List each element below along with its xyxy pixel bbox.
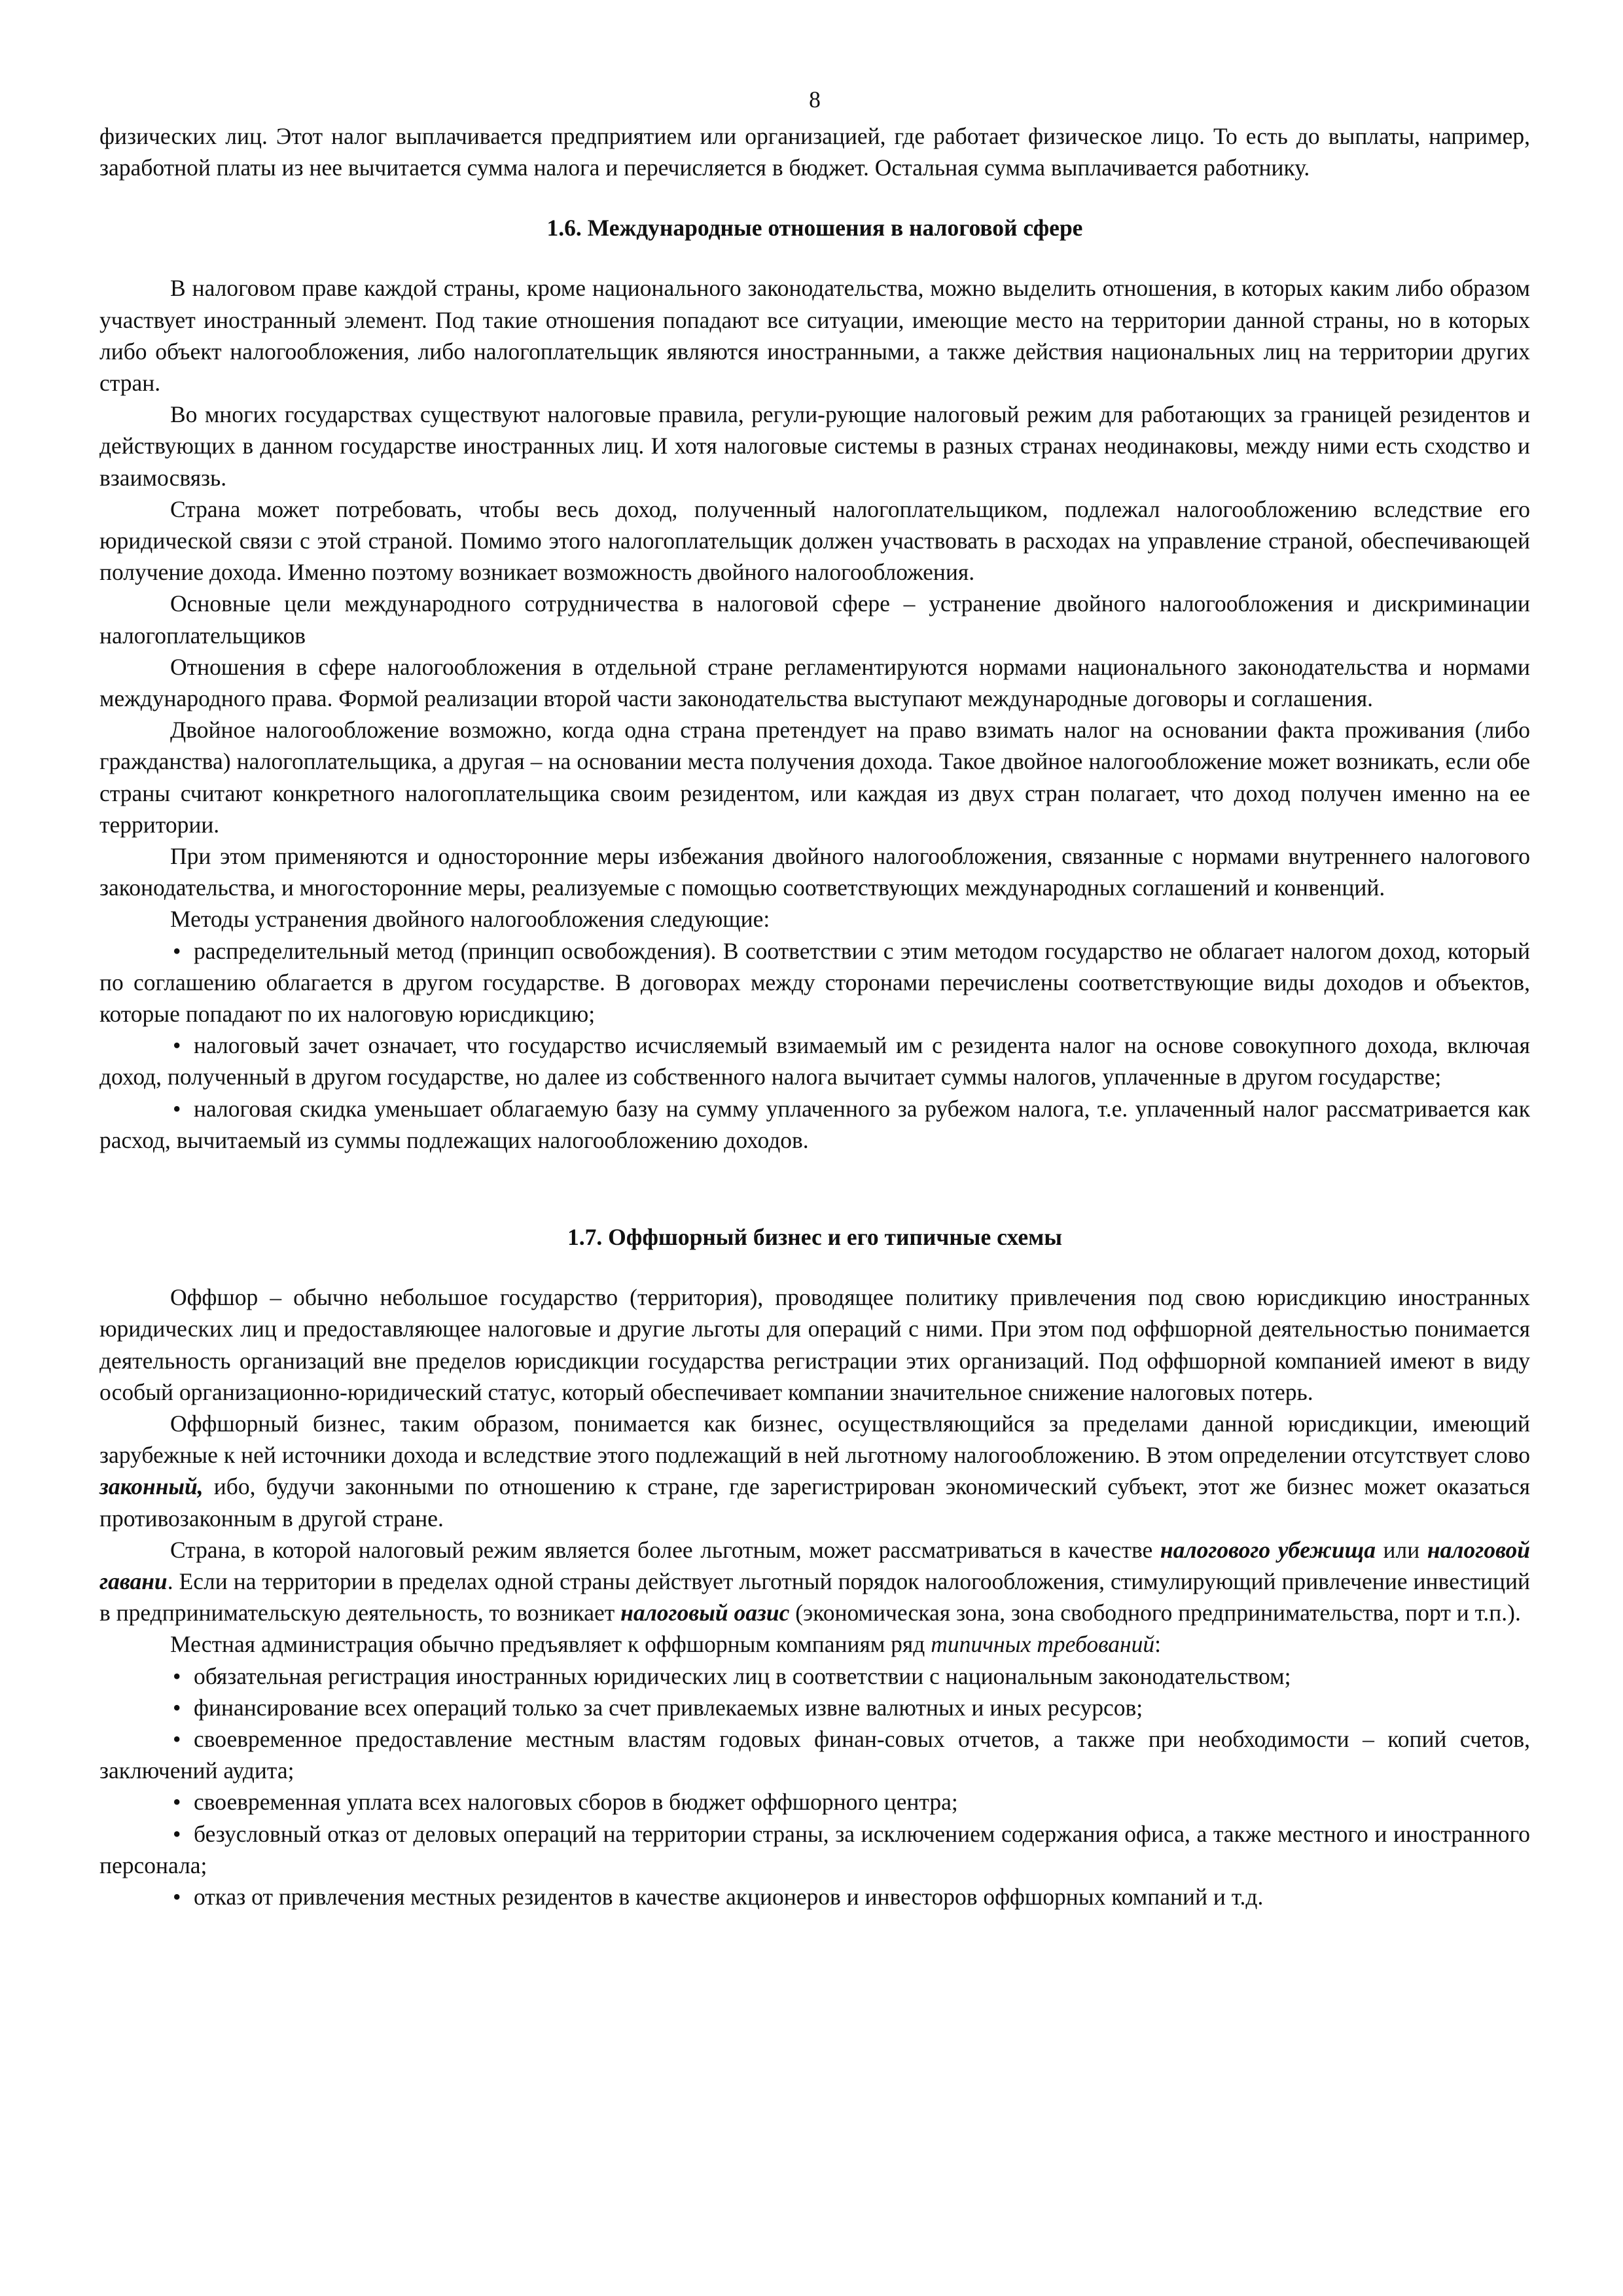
list-item-text: налоговый зачет означает, что государство исчисляемый взимаемый им с резидента налог на основе совокупного дохода, включая доход, полученный в другом государстве, но далее из собственного налога вычитает суммы налогов, уплаченные в другом государстве; <box>99 1032 1530 1090</box>
emphasis-term: налоговый оазис <box>620 1600 790 1626</box>
list-item <box>99 1692 1530 1723</box>
list-item-text: обязательная регистрация иностранных юридических лиц в соответствии с национальным законодательством; <box>194 1662 1291 1689</box>
paragraph: Страна может потребовать, чтобы весь доход, полученный налогоплательщиком, подлежал налогообложению вследствие его юридической связи с этой страной. Помимо этого налогоплательщик должен участвовать в расходах на управление страной, обеспечивающей получение дохода. Именно поэтому возникает возможность двойного налогообложения. <box>99 495 1530 586</box>
list-item <box>99 1093 1530 1156</box>
list-item-text: своевременная уплата всех налоговых сборов в бюджет оффшорного центра; <box>194 1789 958 1816</box>
emphasis-term: типичных требований <box>931 1631 1155 1658</box>
bullet-icon: • <box>173 1789 181 1816</box>
list-item-text: безусловный отказ от деловых операций на территории страны, за исключением содержания офиса, а также местного и иностранного персонала; <box>99 1820 1530 1878</box>
text-run: Страна, в которой налоговый режим является более льготным, может рассматриваться в качестве <box>170 1536 1160 1563</box>
page-number: 8 <box>809 86 821 113</box>
list-item <box>99 1660 1530 1692</box>
list-item <box>99 935 1530 1030</box>
bullet-icon: • <box>173 1883 181 1910</box>
text-run: ибо, будучи законными по отношению к стране, где зарегистрирован экономический субъект, этот же бизнес может оказаться противозаконным в другой стране. <box>99 1473 1530 1532</box>
list-item-text: финансирование всех операций только за счет привлекаемых извне валютных и иных ресурсов; <box>194 1694 1143 1721</box>
emphasis-term: налоговой гавани <box>99 1536 1531 1594</box>
intro-paragraph: физических лиц. Этот налог выплачивается предприятием или организацией, где работает физическое лицо. То есть до выплаты, например, заработной платы из нее вычитается сумма налога и перечисляется в бюджет. Остальная сумма выплачивается работнику. <box>99 123 1530 181</box>
bullet-icon: • <box>173 1725 181 1752</box>
paragraph: При этом применяются и односторонние меры избежания двойного налогообложения, связанные с нормами внутреннего налогового законодательства, и многосторонние меры, реализуемые с помощью соответствующих международных соглашений и конвенций. <box>99 843 1530 901</box>
text-run: или <box>1375 1536 1427 1563</box>
paragraph <box>99 1628 1530 1660</box>
emphasis-term: законный, <box>99 1473 204 1500</box>
list-item-text: отказ от привлечения местных резидентов в качестве акционеров и инвесторов оффшорных компаний и т.д. <box>194 1883 1264 1910</box>
list-item-text: распределительный метод (принцип освобождения). В соответствии с этим методом государство не облагает налогом доход, который по соглашению облагается в другом государстве. В договорах между сторонами перечислены соответствующие виды доходов и объектов, которые попадают по их налоговую юрисдикцию; <box>99 937 1530 1028</box>
text-run: Местная администрация обычно предъявляет к оффшорным компаниям ряд <box>170 1631 931 1658</box>
list-item-text: налоговая скидка уменьшает облагаемую базу на сумму уплаченного за рубежом налога, т.е. уплаченный налог рассматривается как расход, вычитаемый из суммы подлежащих налогообложению доходов. <box>99 1095 1530 1153</box>
paragraph <box>99 1534 1530 1629</box>
list-item <box>99 1786 1530 1818</box>
bullet-icon: • <box>173 1694 181 1721</box>
list-item-text: своевременное предоставление местным властям годовых финан-совых отчетов, а также при необходимости – копий счетов, заключений аудита; <box>99 1725 1530 1784</box>
text-run: . Если на территории в пределах одной страны действует льготный порядок налогообложения, стимулирующий привлечение инвестиций в предпринимательскую деятельность, то возникает <box>99 1568 1530 1626</box>
list-item <box>99 1030 1530 1092</box>
paragraph: Отношения в сфере налогообложения в отдельной стране регламентируются нормами национального законодательства и нормами международного права. Формой реализации второй части законодательства выступают международные договоры и соглашения. <box>99 653 1530 712</box>
bullet-icon: • <box>173 1820 181 1847</box>
text-run: (экономическая зона, зона свободного предпринимательства, порт и т.п.). <box>789 1600 1521 1626</box>
section-heading-1-6: 1.6. Международные отношения в налоговой сфере <box>546 215 1083 242</box>
paragraph: Оффшор – обычно небольшое государство (территория), проводящее политику привлечения под свою юрисдикцию иностранных юридических лиц и предоставляющее налоговые и другие льготы для операций с ними. При этом под оффшорной деятельностью понимается деятельность организаций вне пределов юрисдикции государства регистрации этих организаций. Под оффшорной компанией имеют в виду особый организационно-юридический статус, который обеспечивает компании значительное снижение налоговых потерь. <box>99 1284 1530 1405</box>
paragraph <box>99 1408 1530 1534</box>
list-item <box>99 1723 1530 1786</box>
bullet-icon: • <box>173 1095 181 1122</box>
paragraph: Основные цели международного сотрудничества в налоговой сфере – устранение двойного налогообложения и дискриминации налогоплательщиков <box>99 590 1530 649</box>
bullet-icon: • <box>173 1032 181 1059</box>
bullet-icon: • <box>173 937 181 964</box>
paragraph: Во многих государствах существуют налоговые правила, регули-рующие налоговый режим для работающих за границей резидентов и действующих в данном государстве иностранных лиц. И хотя налоговые системы в разных странах неодинаковы, между ними есть сходство и взаимосвязь. <box>99 401 1530 491</box>
document-page <box>99 84 1530 1912</box>
bullet-icon: • <box>173 1662 181 1689</box>
list-item <box>99 1818 1530 1881</box>
list-item <box>99 1881 1530 1912</box>
paragraph: В налоговом праве каждой страны, кроме национального законодательства, можно выделить отношения, в которых каким либо образом участвует иностранный элемент. Под такие отношения попадают все ситуации, имеющие место на территории данной страны, но в которых либо объект налогообложения, либо налогоплательщик являются иностранными, а также действия национальных лиц на территории других стран. <box>99 275 1530 397</box>
text-run: Оффшорный бизнес, таким образом, понимается как бизнес, осуществляющийся за пределами данной юрисдикции, имеющий зарубежные к ней источники дохода и вследствие этого подлежащий в ней льготному налогообложению. В этом определении отсутствует слово <box>99 1410 1530 1469</box>
paragraph: Двойное налогообложение возможно, когда одна страна претендует на право взимать налог на основании факта проживания (либо гражданства) налогоплательщика, а другая – на основании места получения дохода. Такое двойное налогообложение может возникать, если обе страны считают конкретного налогоплательщика своим резидентом, или каждая из двух стран полагает, что доход получен именно на ее территории. <box>99 717 1530 838</box>
emphasis-term: налогового убежища <box>1160 1536 1376 1563</box>
section-heading-1-7: 1.7. Оффшорный бизнес и его типичные схемы <box>567 1224 1062 1251</box>
paragraph: Методы устранения двойного налогообложения следующие: <box>170 906 770 933</box>
text-run: : <box>1154 1631 1162 1658</box>
